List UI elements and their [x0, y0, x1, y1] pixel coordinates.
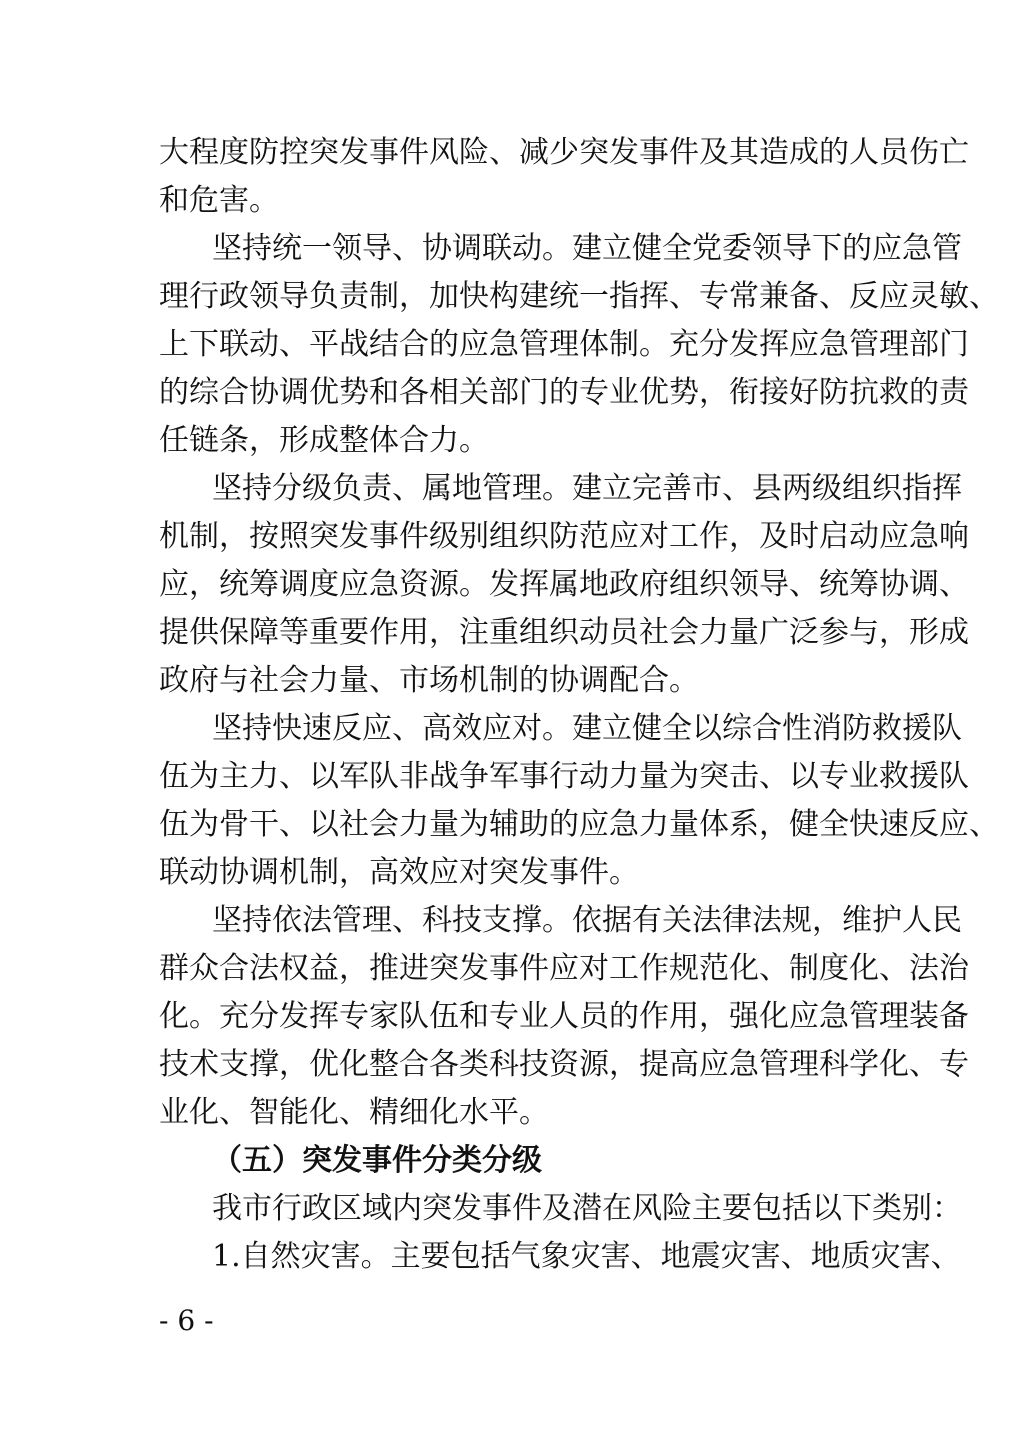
text-line: 提供保障等重要作用，注重组织动员社会力量广泛参与，形成	[159, 615, 969, 650]
paragraph-start-line: 坚持分级负责、属地管理。建立完善市、县两级组织指挥	[212, 471, 962, 506]
text-line: 联动协调机制，高效应对突发事件。	[159, 855, 639, 890]
page-number: - 6 -	[159, 1304, 214, 1337]
text-line: 大程度防控突发事件风险、减少突发事件及其造成的人员伤亡	[159, 135, 969, 170]
text-line: 技术支撑，优化整合各类科技资源，提高应急管理科学化、专	[159, 1047, 969, 1082]
paragraph-start-line: 坚持快速反应、高效应对。建立健全以综合性消防救援队	[212, 711, 962, 746]
text-line: 的综合协调优势和各相关部门的专业优势，衔接好防抗救的责	[159, 375, 969, 410]
text-line: 化。充分发挥专家队伍和专业人员的作用，强化应急管理装备	[159, 999, 969, 1034]
text-line: 群众合法权益，推进突发事件应对工作规范化、制度化、法治	[159, 951, 969, 986]
text-line: 业化、智能化、精细化水平。	[159, 1095, 549, 1130]
text-line: 理行政领导负责制，加快构建统一指挥、专常兼备、反应灵敏、	[159, 279, 999, 314]
text-line: 政府与社会力量、市场机制的协调配合。	[159, 663, 699, 698]
paragraph-start-line: 1.自然灾害。主要包括气象灾害、地震灾害、地质灾害、	[212, 1239, 961, 1274]
paragraph-start-line: 坚持依法管理、科技支撑。依据有关法律法规，维护人民	[212, 903, 962, 938]
text-line: 上下联动、平战结合的应急管理体制。充分发挥应急管理部门	[159, 327, 969, 362]
text-line: 和危害。	[159, 183, 279, 218]
text-line: 伍为主力、以军队非战争军事行动力量为突击、以专业救援队	[159, 759, 969, 794]
section-heading: （五）突发事件分类分级	[212, 1143, 542, 1178]
text-line: 机制，按照突发事件级别组织防范应对工作，及时启动应急响	[159, 519, 969, 554]
text-line: 应，统筹调度应急资源。发挥属地政府组织领导、统筹协调、	[159, 567, 969, 602]
paragraph-start-line: 我市行政区域内突发事件及潜在风险主要包括以下类别：	[212, 1191, 962, 1226]
text-line: 伍为骨干、以社会力量为辅助的应急力量体系，健全快速反应、	[159, 807, 999, 842]
paragraph-start-line: 坚持统一领导、协调联动。建立健全党委领导下的应急管	[212, 231, 962, 266]
text-line: 任链条，形成整体合力。	[159, 423, 489, 458]
